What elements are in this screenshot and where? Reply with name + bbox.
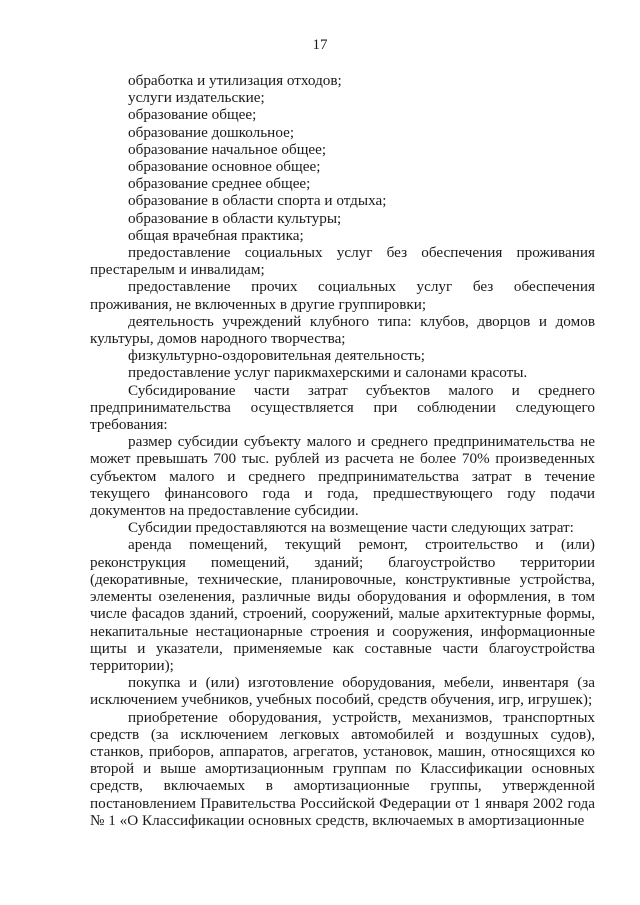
paragraph: аренда помещений, текущий ремонт, строительство и (или) реконструкция помещений, зданий; благоустройство территории (декоративные, технические, планировочные, конструктивные устройства, элементы озеленения, различные виды оборудования и оформления, в том числе фасадов зданий, строений, сооружений, малые архитектурные формы, некапитальные нестационарные строения и сооружения, информационные щиты и указатели, применяемые как составные части благоустройства территории);: [90, 536, 595, 674]
list-item: образование дошкольное;: [128, 123, 295, 141]
list-item: образование в области культуры;: [128, 209, 342, 227]
list-item: услуги издательские;: [128, 89, 265, 107]
list-item: предоставление услуг парикмахерскими и салонами красоты.: [128, 364, 528, 382]
body-text: [90, 72, 595, 829]
paragraph: Субсидии предоставляются на возмещение части следующих затрат:: [128, 519, 574, 537]
list-item: физкультурно-оздоровительная деятельность;: [128, 347, 426, 365]
paragraph: размер субсидии субъекту малого и среднего предпринимательства не может превышать 700 тыс. рублей из расчета не более 70% произведенных субъектом малого и среднего предпринимательства затрат в течение текущего финансового года и года, предшествующего году подачи документов на предоставление субсидии.: [90, 433, 595, 520]
list-item: предоставление социальных услуг без обеспечения проживания престарелым и инвалидам;: [90, 244, 595, 279]
list-item: общая врачебная практика;: [128, 226, 304, 244]
paragraph: приобретение оборудования, устройств, механизмов, транспортных средств (за исключением легковых автомобилей и воздушных судов), станков, приборов, аппаратов, агрегатов, установок, машин, относящихся ко второй и выше амортизационным группам по Классификации основных средств, включаемых в амортизационные группы, утвержденной постановлением Правительства Российской Федерации от 1 января 2002 года № 1 «О Классификации основных средств, включаемых в амортизационные: [90, 708, 595, 829]
list-item: образование основное общее;: [128, 158, 321, 176]
list-item: деятельность учреждений клубного типа: клубов, дворцов и домов культуры, домов народного творчества;: [90, 312, 595, 348]
page-number: 17: [312, 37, 328, 53]
paragraph: покупка и (или) изготовление оборудования, мебели, инвентаря (за исключением учебников, учебных пособий, средств обучения, игр, игрушек);: [90, 674, 595, 709]
list-item: образование начальное общее;: [128, 140, 327, 158]
list-item: образование среднее общее;: [128, 175, 311, 193]
list-item: образование в области спорта и отдыха;: [128, 192, 387, 210]
paragraph: Субсидирование части затрат субъектов малого и среднего предпринимательства осуществляется при соблюдении следующего требования:: [90, 381, 595, 434]
list-item: обработка и утилизация отходов;: [128, 72, 342, 89]
list-item: предоставление прочих социальных услуг без обеспечения проживания, не включенных в другие группировки;: [90, 278, 595, 313]
list-item: образование общее;: [128, 106, 257, 124]
